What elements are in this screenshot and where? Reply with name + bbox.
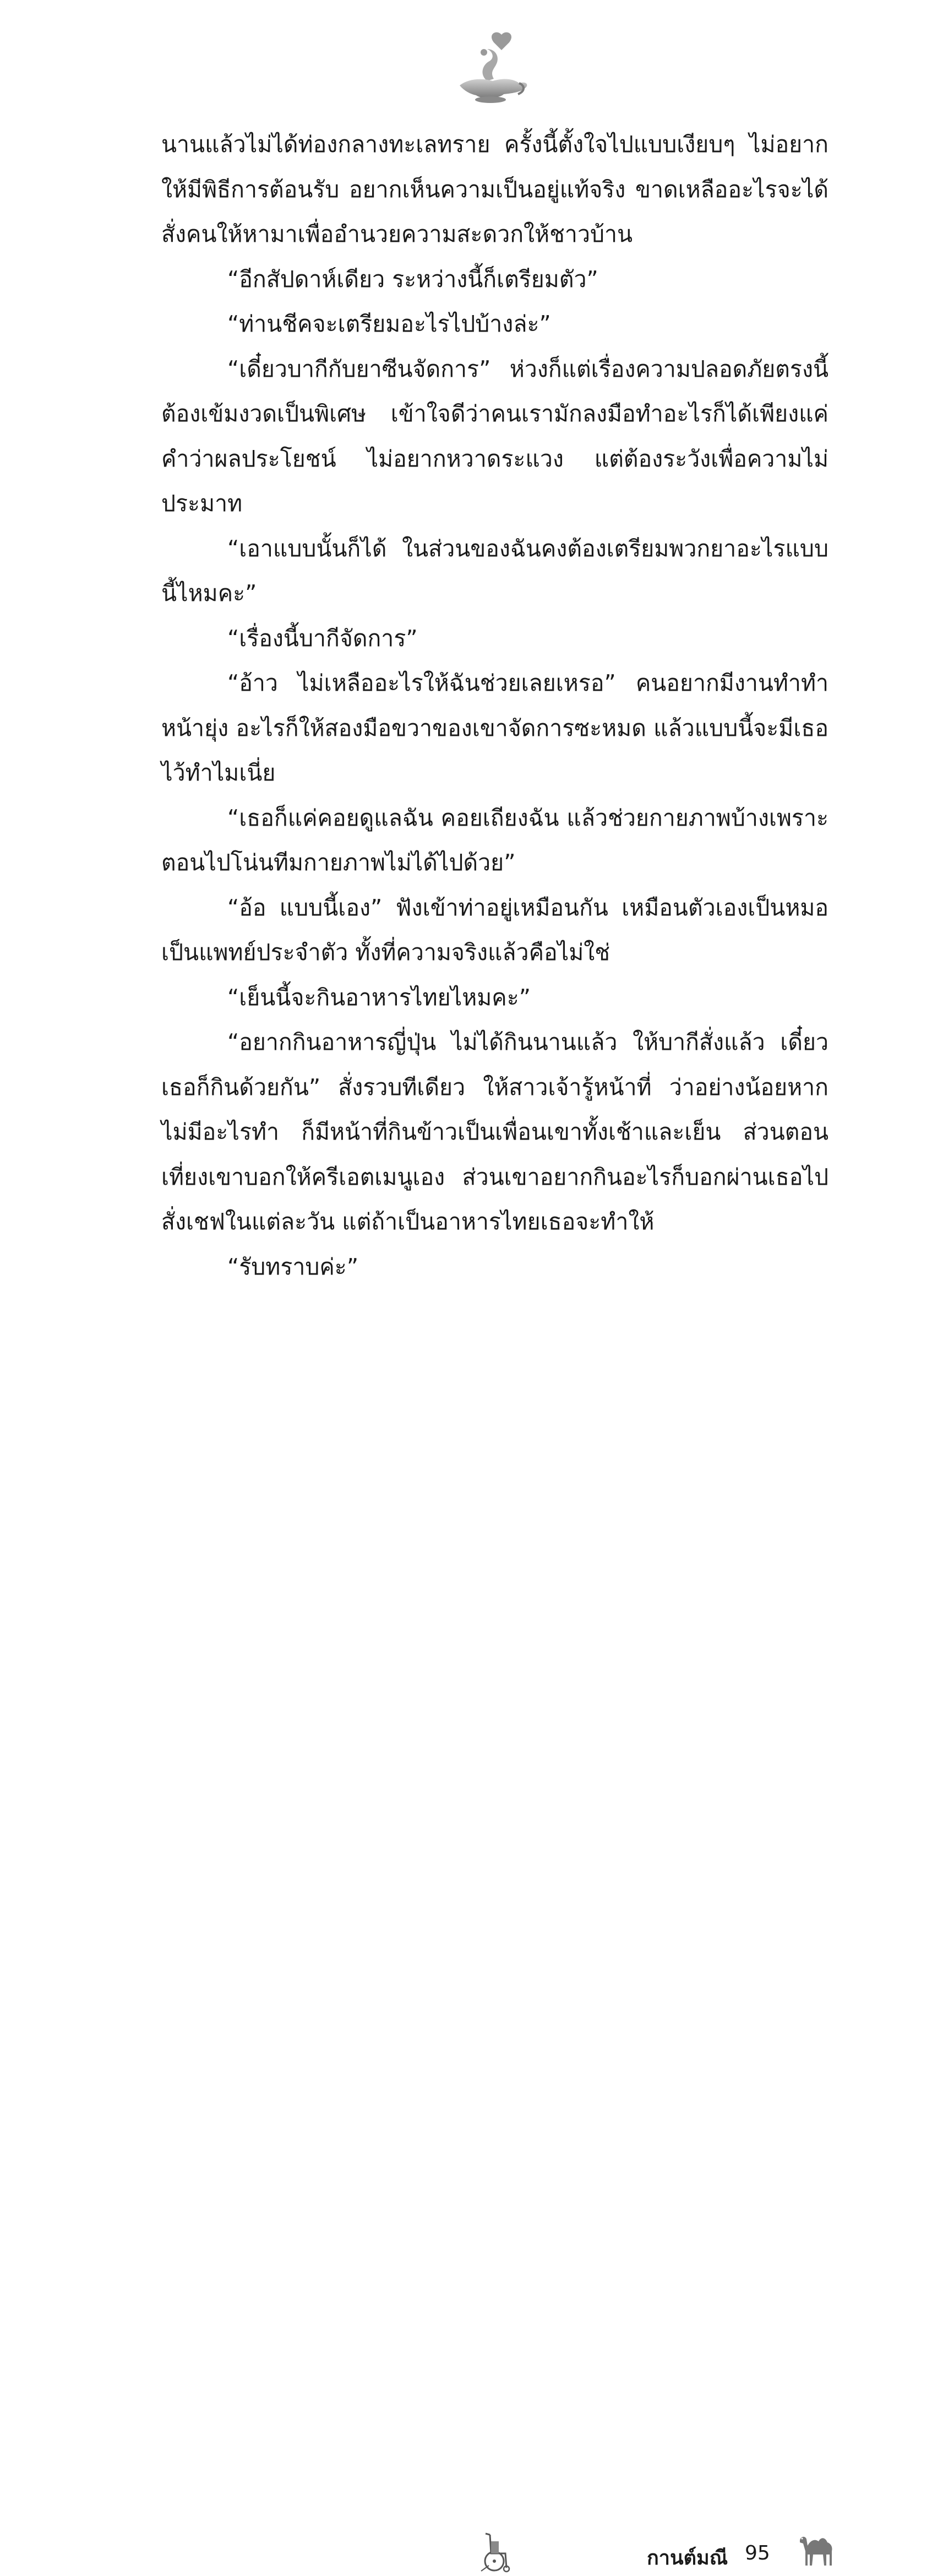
book-title: กานต์มณี [647,2547,728,2569]
paragraph: “เธอก็แค่คอยดูแลฉัน คอยเถียงฉัน แล้วช่วยกายภาพบ้างเพราะตอนไปโน่นทีมกายภาพไม่ได้ไปด้วย” [161,804,828,876]
paragraph: “อีกสัปดาห์เดียว ระหว่างนี้ก็เตรียมตัว” [227,265,598,292]
wheelchair-icon [478,2531,513,2573]
paragraph: “เดี๋ยวบากีกับยาซีนจัดการ” ห่วงก็แต่เรื่องความปลอดภัยตรงนี้ต้องเข้มงวดเป็นพิเศษ เข้าใจดีว่าคนเรามักลงมือทำอะไรก็ได้เพียงแค่คำว่าผลประโยชน์ ไม่อยากหวาดระแวง แต่ต้องระวังเพื่อความไม่ประมาท [161,355,828,517]
paragraph: “เย็นนี้จะกินอาหารไทยไหมคะ” [227,984,531,1011]
paragraph: “อ้อ แบบนี้เอง” ฟังเข้าท่าอยู่เหมือนกัน เหมือนตัวเองเป็นหมอเป็นแพทย์ประจำตัว ทั้งที่ความจริงแล้วคือไม่ใช่ [161,894,828,966]
paragraph: “รับทราบค่ะ” [227,1253,359,1280]
paragraph: “อ้าว ไม่เหลืออะไรให้ฉันช่วยเลยเหรอ” คนอยากมีงานทำทำหน้ายุ่ง อะไรก็ให้สองมือขวาของเขาจัดการซะหมด แล้วแบบนี้จะมีเธอไว้ทำไมเนี่ย [161,670,828,786]
paragraph: นานแล้วไม่ได้ท่องกลางทะเลทราย ครั้งนี้ตั้งใจไปแบบเงียบๆ ไม่อยากให้มีพิธีการต้อนรับ อยากเห็นความเป็นอยู่แท้จริง ขาดเหลืออะไรจะได้สั่งคนให้หามาเพื่ออำนวยความสะดวกให้ชาวบ้าน [161,131,828,247]
paragraph: “อยากกินอาหารญี่ปุ่น ไม่ได้กินนานแล้ว ให้บากีสั่งแล้ว เดี๋ยวเธอก็กินด้วยกัน” สั่งรวบทีเดียว ให้สาวเจ้ารู้หน้าที่ ว่าอย่างน้อยหากไม่มีอะไรทำ ก็มีหน้าที่กินข้าวเป็นเพื่อนเขาทั้งเช้าและเย็น ส่วนตอนเที่ยงเขาบอกให้ครีเอตเมนูเอง ส่วนเขาอยากกินอะไรก็บอกผ่านเธอไปสั่งเชฟในแต่ละวัน แต่ถ้าเป็นอาหารไทยเธอจะทำให้ [161,1029,828,1235]
paragraph: “เอาแบบนั้นก็ได้ ในส่วนของฉันคงต้องเตรียมพวกยาอะไรแบบนี้ไหมคะ” [161,535,828,606]
genie-lamp-heart-icon [449,30,531,105]
paragraph: “ท่านชีคจะเตรียมอะไรไปบ้างล่ะ” [227,311,551,337]
paragraph: “เรื่องนี้บากีจัดการ” [227,625,418,652]
camel-icon [795,2531,838,2569]
body-text [161,122,828,1289]
page-number: 95 [745,2542,770,2564]
page-footer [0,1267,943,2569]
